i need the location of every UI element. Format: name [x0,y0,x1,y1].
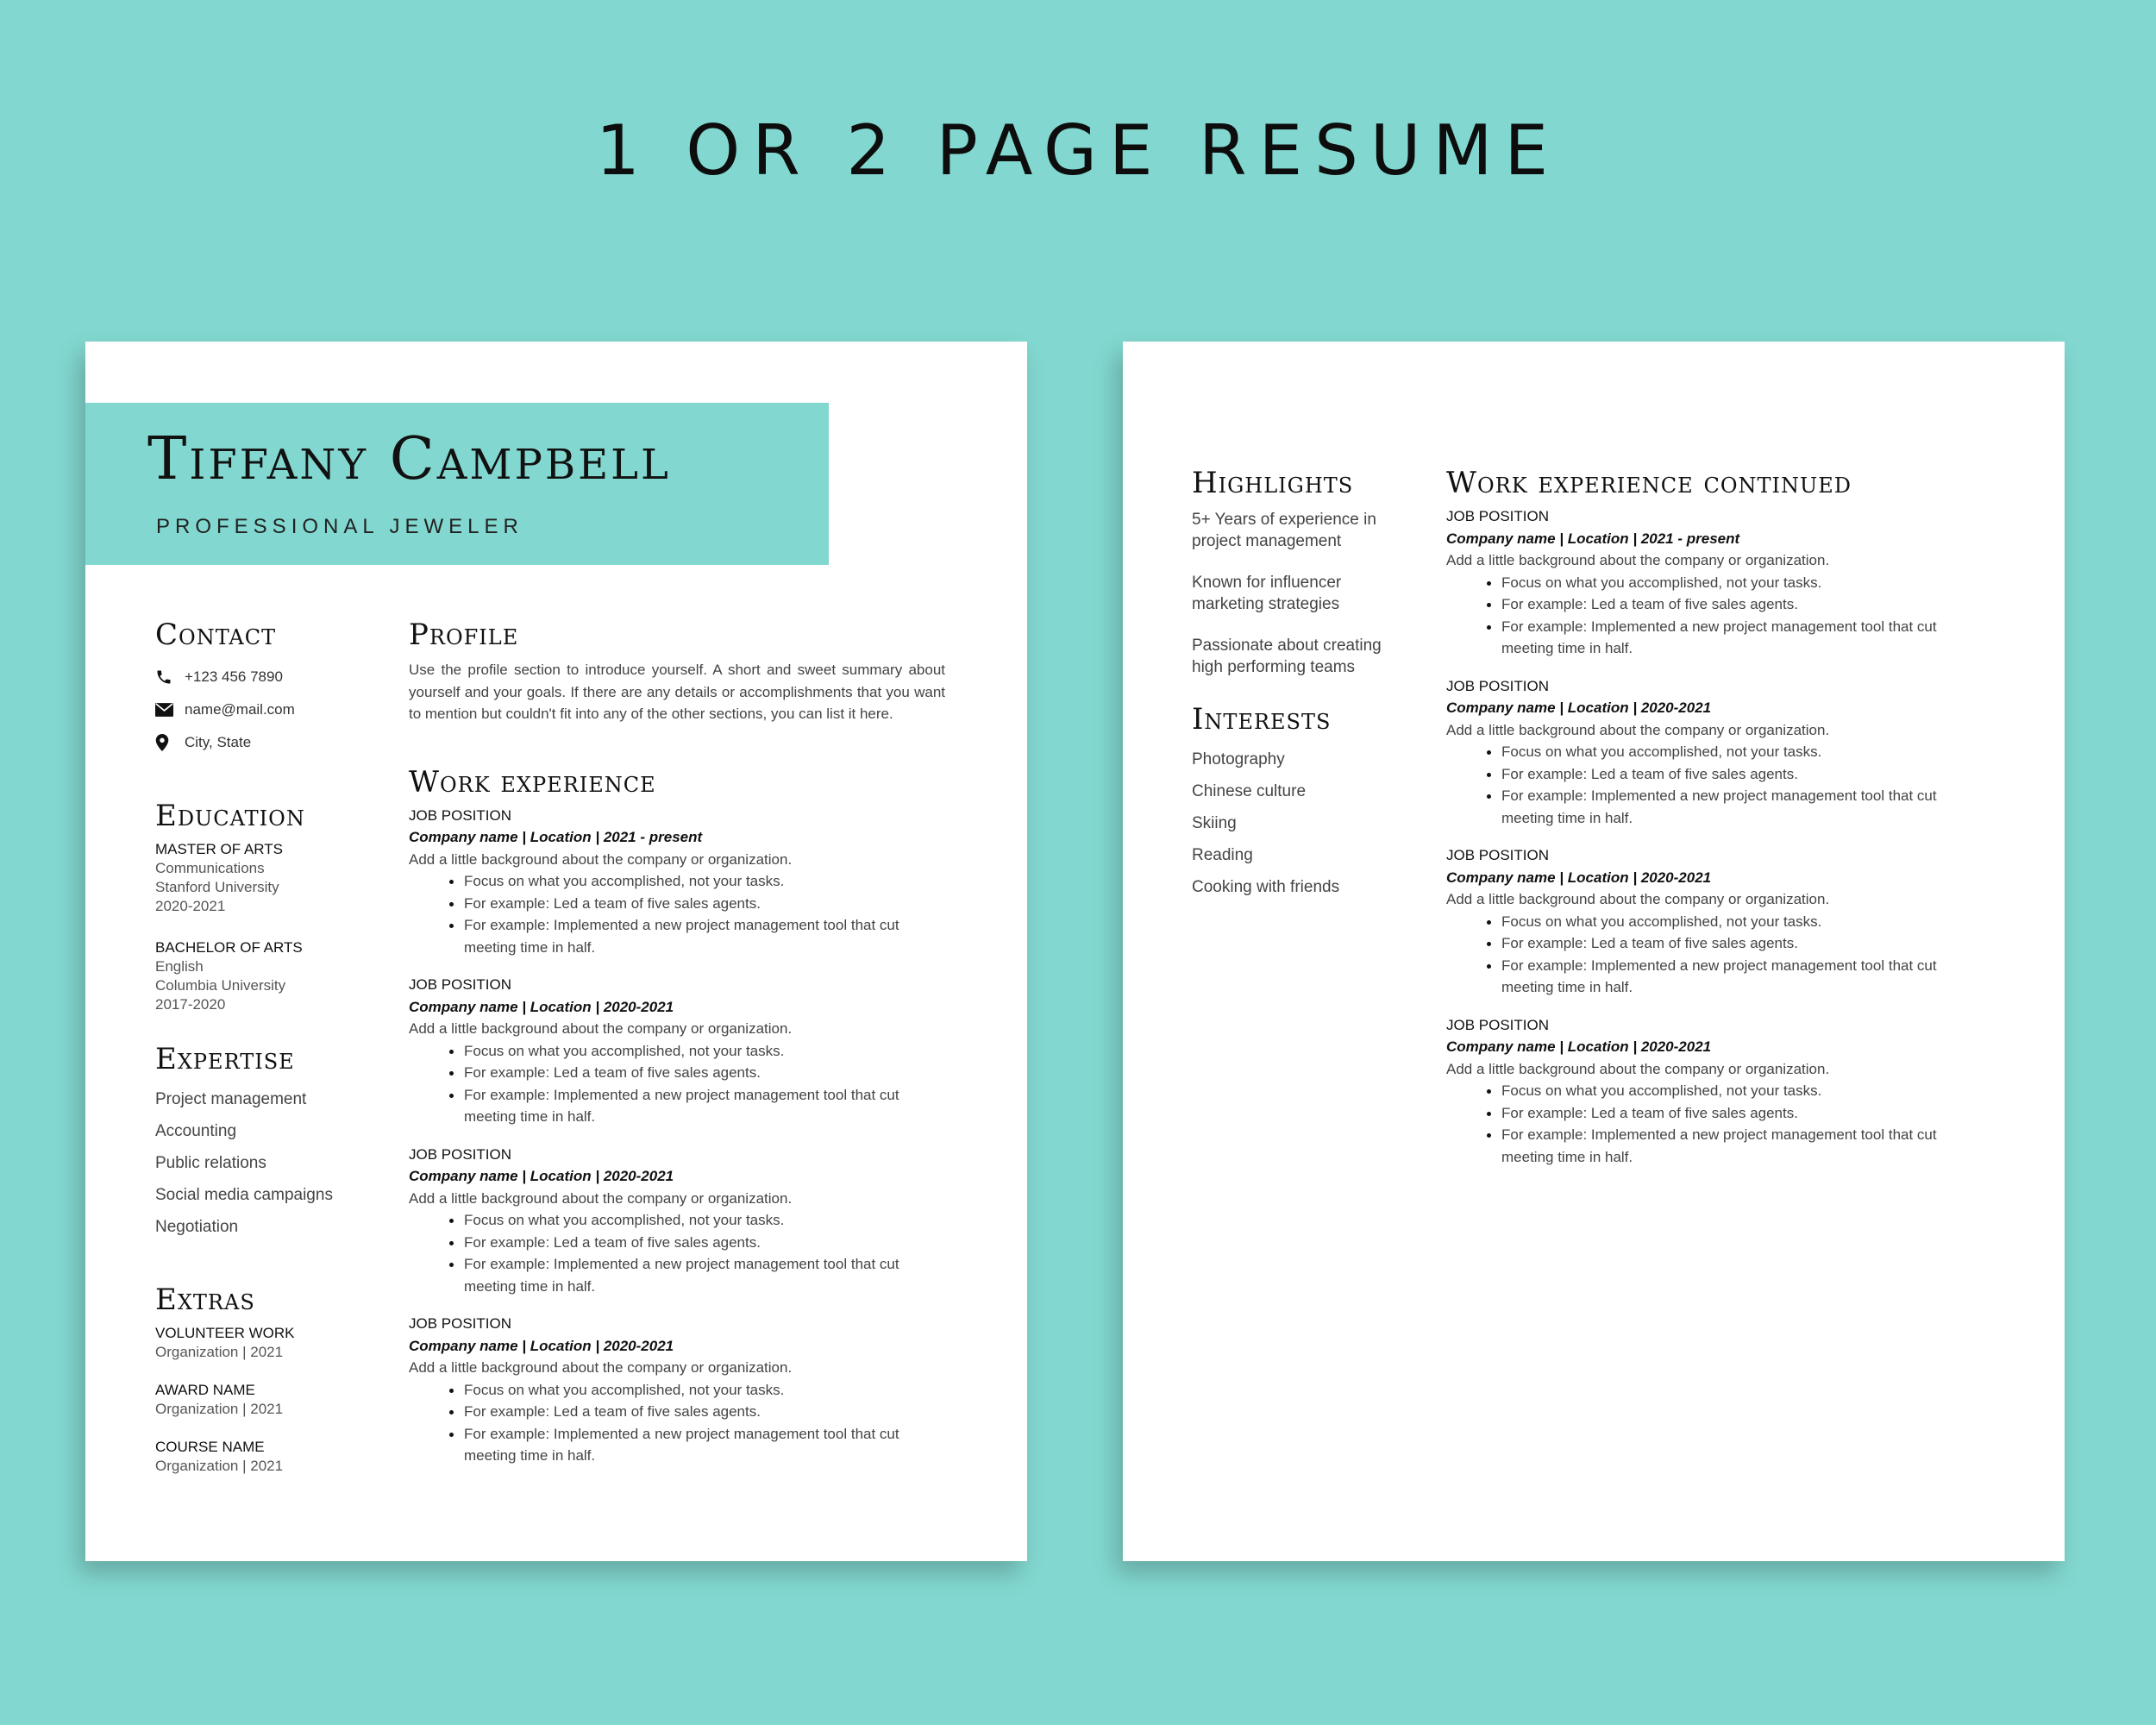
job-bullets [409,1040,945,1128]
candidate-name: Tiffany Campbell [147,425,671,493]
bullet: • For example: Led a team of five sales agents. [464,1232,945,1254]
interests-section [1192,700,1407,903]
resume-page-1 [85,342,1027,1561]
bullet: • For example: Led a team of five sales agents. [1501,593,1983,616]
bullet: • For example: Led a team of five sales agents. [1501,1102,1983,1125]
bullet: • Focus on what you accomplished, not your tasks. [1501,572,1983,594]
job-company: Company name | Location | 2020-2021 [409,1337,674,1354]
location-pin-icon [155,734,185,751]
job-position: JOB POSITION [1446,847,1550,863]
job-background: Add a little background about the company or organization. [1446,721,1830,738]
job-company: Company name | Location | 2020-2021 [1446,699,1712,716]
profile-section [409,616,945,725]
list-item: Project management [155,1090,307,1108]
job-position: JOB POSITION [409,976,512,993]
job-bullets [1446,572,1983,660]
bullet: • For example: Implemented a new project management tool that cut meeting time in half. [464,1423,945,1467]
bullet: • Focus on what you accomplished, not your tasks. [1501,911,1983,933]
bullet: • For example: Led a team of five sales agents. [1501,932,1983,955]
highlights-section [1192,464,1407,678]
highlight-item: Known for influencer marketing strategies [1192,574,1342,613]
job-position: JOB POSITION [1446,1016,1550,1033]
highlight-item: Passionate about creating high performing teams [1192,637,1382,676]
extras-item [155,1381,362,1419]
job-company: Company name | Location | 2020-2021 [1446,1038,1712,1055]
job-entry [409,1144,945,1298]
extra-title: AWARD NAME [155,1382,255,1398]
right-column [409,616,945,1483]
job-entry [1446,844,1983,999]
expertise-list [155,1083,362,1243]
work-continued-heading: Work experience continued [1446,466,1852,500]
email-text: name@mail.com [185,701,295,718]
banner-title: 1 OR 2 PAGE RESUME [595,110,1561,191]
years: 2020-2021 [155,898,226,914]
contact-section [155,616,362,759]
resume-page-2 [1123,342,2065,1561]
education-heading: Education [155,799,305,833]
bullet: • For example: Led a team of five sales agents. [464,1062,945,1084]
education-item [155,938,362,1014]
school: Stanford University [155,879,279,895]
expertise-heading: Expertise [155,1042,295,1076]
right-column [1446,464,1983,1183]
contact-phone [155,661,362,693]
extras-section [155,1281,362,1476]
profile-heading: Profile [409,618,519,652]
highlight-item: 5+ Years of experience in project management [1192,511,1376,550]
name-banner [85,403,829,565]
job-position: JOB POSITION [1446,508,1550,524]
extra-detail: Organization | 2021 [155,1344,284,1360]
work-continued-section [1446,464,1983,1168]
contact-location [155,726,362,759]
job-background: Add a little background about the company or organization. [1446,552,1830,568]
bullet: • Focus on what you accomplished, not your tasks. [1501,1080,1983,1102]
field: Communications [155,860,265,876]
job-bullets [409,870,945,958]
list-item: Cooking with friends [1192,878,1340,896]
job-background: Add a little background about the company or organization. [409,1020,793,1037]
job-bullets [1446,1080,1983,1168]
job-entry [409,805,945,959]
bullet: • For example: Implemented a new project management tool that cut meeting time in half. [1501,785,1983,829]
contact-email [155,693,362,726]
extras-item [155,1438,362,1476]
work-heading: Work experience [409,764,656,800]
bullet: • For example: Implemented a new project management tool that cut meeting time in half. [464,1253,945,1297]
education-item [155,840,362,916]
mail-icon [155,703,185,717]
job-position: JOB POSITION [409,806,512,824]
field: English [155,958,204,975]
extra-detail: Organization | 2021 [155,1458,284,1474]
bullet: • For example: Implemented a new project management tool that cut meeting time in half. [464,914,945,958]
job-company: Company name | Location | 2020-2021 [409,1168,674,1184]
bullet: • For example: Implemented a new project management tool that cut meeting time in half. [464,1084,945,1128]
job-background: Add a little background about the company or organization. [409,1359,793,1376]
interests-list [1192,743,1407,903]
job-entry [1446,675,1983,830]
job-position: JOB POSITION [409,1315,512,1332]
job-background: Add a little background about the company or organization. [1446,1060,1830,1077]
bullet: • For example: Led a team of five sales agents. [1501,763,1983,786]
job-bullets [409,1209,945,1297]
bullet: • Focus on what you accomplished, not your tasks. [464,1209,945,1232]
job-entry [409,1313,945,1467]
work-section [409,763,945,1467]
extra-title: COURSE NAME [155,1439,265,1455]
job-entry [1446,505,1983,660]
job-position: JOB POSITION [1446,677,1550,694]
profile-text: Use the profile section to introduce yourself. A short and sweet summary about yourself and your goals. If there are any details or accomplishments that you want to mention but couldn't fit into any of the other sections, you can list it here. [409,662,945,722]
extra-title: VOLUNTEER WORK [155,1325,295,1341]
location-text: City, State [185,734,252,750]
list-item: Public relations [155,1154,266,1172]
education-section [155,797,362,1014]
job-background: Add a little background about the company or organization. [1446,891,1830,907]
bullet: • For example: Implemented a new project management tool that cut meeting time in half. [1501,1124,1983,1168]
job-bullets [1446,741,1983,829]
degree: MASTER OF ARTS [155,841,283,857]
list-item: Reading [1192,846,1253,864]
left-column [155,616,362,1495]
job-position: JOB POSITION [409,1145,512,1163]
job-bullets [409,1379,945,1467]
job-company: Company name | Location | 2020-2021 [409,998,674,1015]
bullet: • For example: Implemented a new project management tool that cut meeting time in half. [1501,955,1983,999]
bullet: • Focus on what you accomplished, not your tasks. [464,1040,945,1063]
job-bullets [1446,911,1983,999]
list-item: Photography [1192,750,1285,768]
bullet: • For example: Led a team of five sales agents. [464,1401,945,1423]
school: Columbia University [155,977,286,994]
job-background: Add a little background about the company or organization. [409,850,793,868]
bullet: • Focus on what you accomplished, not your tasks. [464,870,945,893]
list-item: Social media campaigns [155,1186,333,1204]
list-item: Negotiation [155,1218,239,1236]
bullet: • For example: Led a team of five sales agents. [464,893,945,915]
job-company: Company name | Location | 2021 - present [1446,530,1740,547]
bullet: • Focus on what you accomplished, not your tasks. [464,1379,945,1402]
degree: BACHELOR OF ARTS [155,939,303,956]
job-entry [1446,1014,1983,1169]
phone-text: +123 456 7890 [185,668,283,685]
list-item: Accounting [155,1122,237,1140]
list-item: Chinese culture [1192,782,1307,800]
highlights-heading: Highlights [1192,466,1354,500]
interests-heading: Interests [1192,702,1332,737]
left-column [1192,464,1407,903]
extras-heading: Extras [155,1283,255,1317]
extra-detail: Organization | 2021 [155,1401,284,1417]
job-background: Add a little background about the company or organization. [409,1189,793,1207]
contact-heading: Contact [155,618,277,652]
phone-icon [155,668,185,686]
bullet: • Focus on what you accomplished, not your tasks. [1501,741,1983,763]
years: 2017-2020 [155,996,226,1013]
job-entry [409,974,945,1128]
job-company: Company name | Location | 2020-2021 [1446,869,1712,886]
expertise-section [155,1040,362,1243]
list-item: Skiing [1192,814,1237,832]
bullet: • For example: Implemented a new project management tool that cut meeting time in half. [1501,616,1983,660]
extras-item [155,1324,362,1362]
candidate-title: PROFESSIONAL JEWELER [156,515,523,538]
job-company: Company name | Location | 2021 - present [409,829,703,845]
